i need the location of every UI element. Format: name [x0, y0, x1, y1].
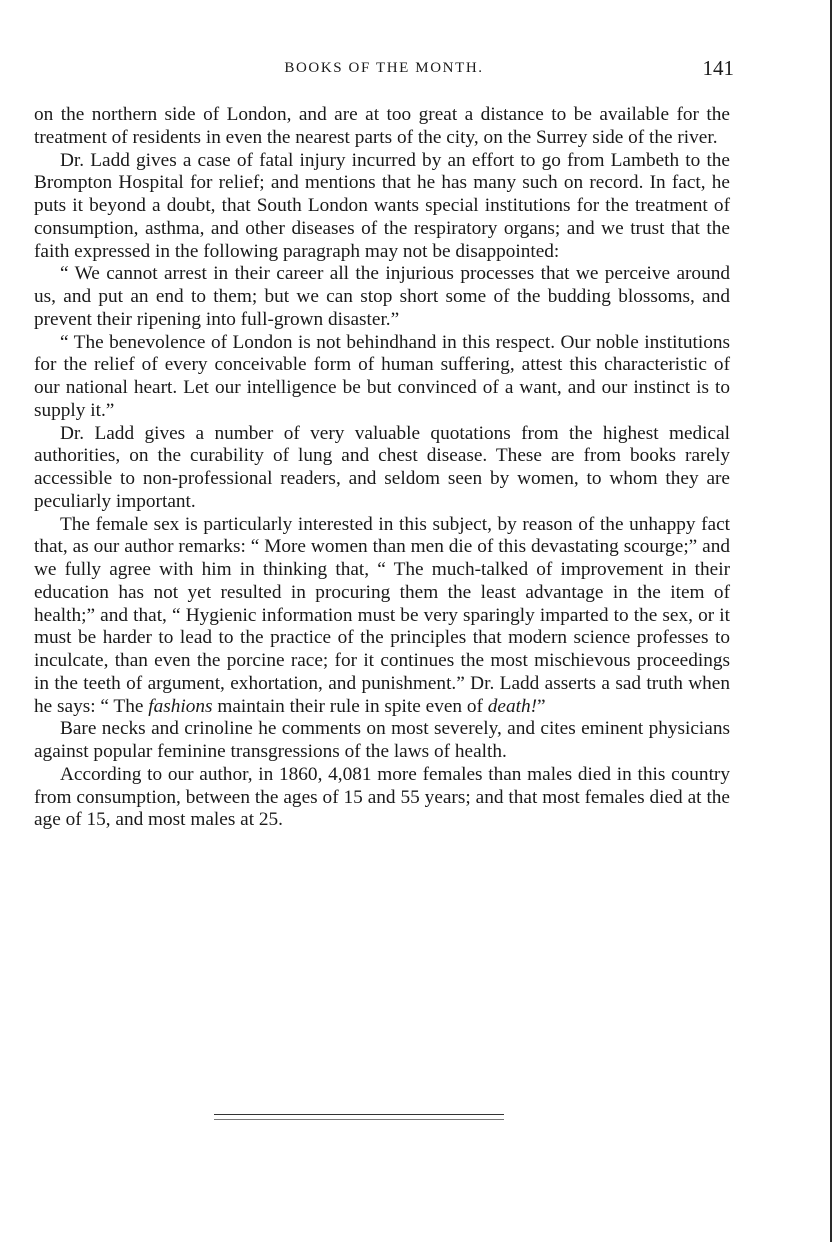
paragraph: [34, 764, 730, 832]
end-rule-secondary: [214, 1119, 504, 1120]
italic-text: death!: [487, 695, 538, 717]
text-run: Bare necks and crinoline he comments on most severely, and cites eminent physicians against popular feminine transgressions of the laws of health.: [34, 718, 730, 762]
text-run: maintain their rule in spite even of: [212, 695, 488, 717]
running-head: [34, 58, 734, 84]
paragraph: [34, 332, 730, 423]
text-run: According to our author, in 1860, 4,081 more females than males died in this country from consumption, between the ages of 15 and 55 years; and that most females died at the age of 15, and most males at 25.: [34, 763, 730, 831]
text-run: on the northern side of London, and are at too great a distance to be available for the treatment of residents in even the nearest parts of the city, on the Surrey side of the river.: [34, 104, 730, 148]
end-rule: [214, 1114, 504, 1115]
page-number: 141: [702, 56, 734, 80]
page-edge-rule: [830, 0, 832, 1242]
body-text: [34, 104, 730, 832]
text-run: Dr. Ladd gives a case of fatal injury incurred by an effort to go from Lambeth to the Brompton Hospital for relief; and mentions that he has many such on record. In fact, he puts it beyond a doubt, that South London wants special institutions for the treatment of consumption, asthma, and other diseases of the respiratory organs; and we trust that the faith expressed in the following paragraph may not be disappointed:: [34, 149, 730, 262]
text-run: The female sex is particularly interested in this subject, by reason of the unhappy fact that, as our author remarks: “ More women than men die of this devastating scourge;” and we fully agree with him in thinking that, “ The much-talked of improvement in their education has not yet resulted in procuring them the least advantage in the item of health;” and that, “ Hygienic information must be very sparingly imparted to the sex, or it must be harder to lead to the practice of the principles that modern science professes to inculcate, than even the porcine race; for it continues the most mischievous proceedings in the teeth of argument, exhortation, and punishment.” Dr. Ladd asserts a sad truth when he says: “ The: [34, 513, 730, 717]
text-run: Dr. Ladd gives a number of very valuable quotations from the highest medical authorities, on the curability of lung and chest disease. These are from books rarely accessible to non-professional readers, and seldom seen by women, to whom they are peculiarly important.: [34, 422, 730, 512]
paragraph: [34, 514, 730, 719]
text-run: “ The benevolence of London is not behindhand in this respect. Our noble institutions for the relief of every conceivable form of human suffering, attest this characteristic of our national heart. Let our intelligence be but convinced of a want, and our instinct is to supply it.”: [34, 331, 730, 421]
paragraph: [34, 104, 730, 150]
paragraph: [34, 423, 730, 514]
text-run: ”: [537, 695, 546, 717]
paragraph: [34, 263, 730, 331]
paragraph: [34, 718, 730, 764]
paragraph: [34, 150, 730, 264]
text-run: “ We cannot arrest in their career all the injurious processes that we perceive around us, and put an end to them; but we can stop short some of the budding blossoms, and prevent their ripening into full-grown disaster.”: [34, 263, 730, 330]
running-title: BOOKS OF THE MONTH.: [284, 60, 484, 76]
italic-text: fashions: [148, 695, 213, 717]
